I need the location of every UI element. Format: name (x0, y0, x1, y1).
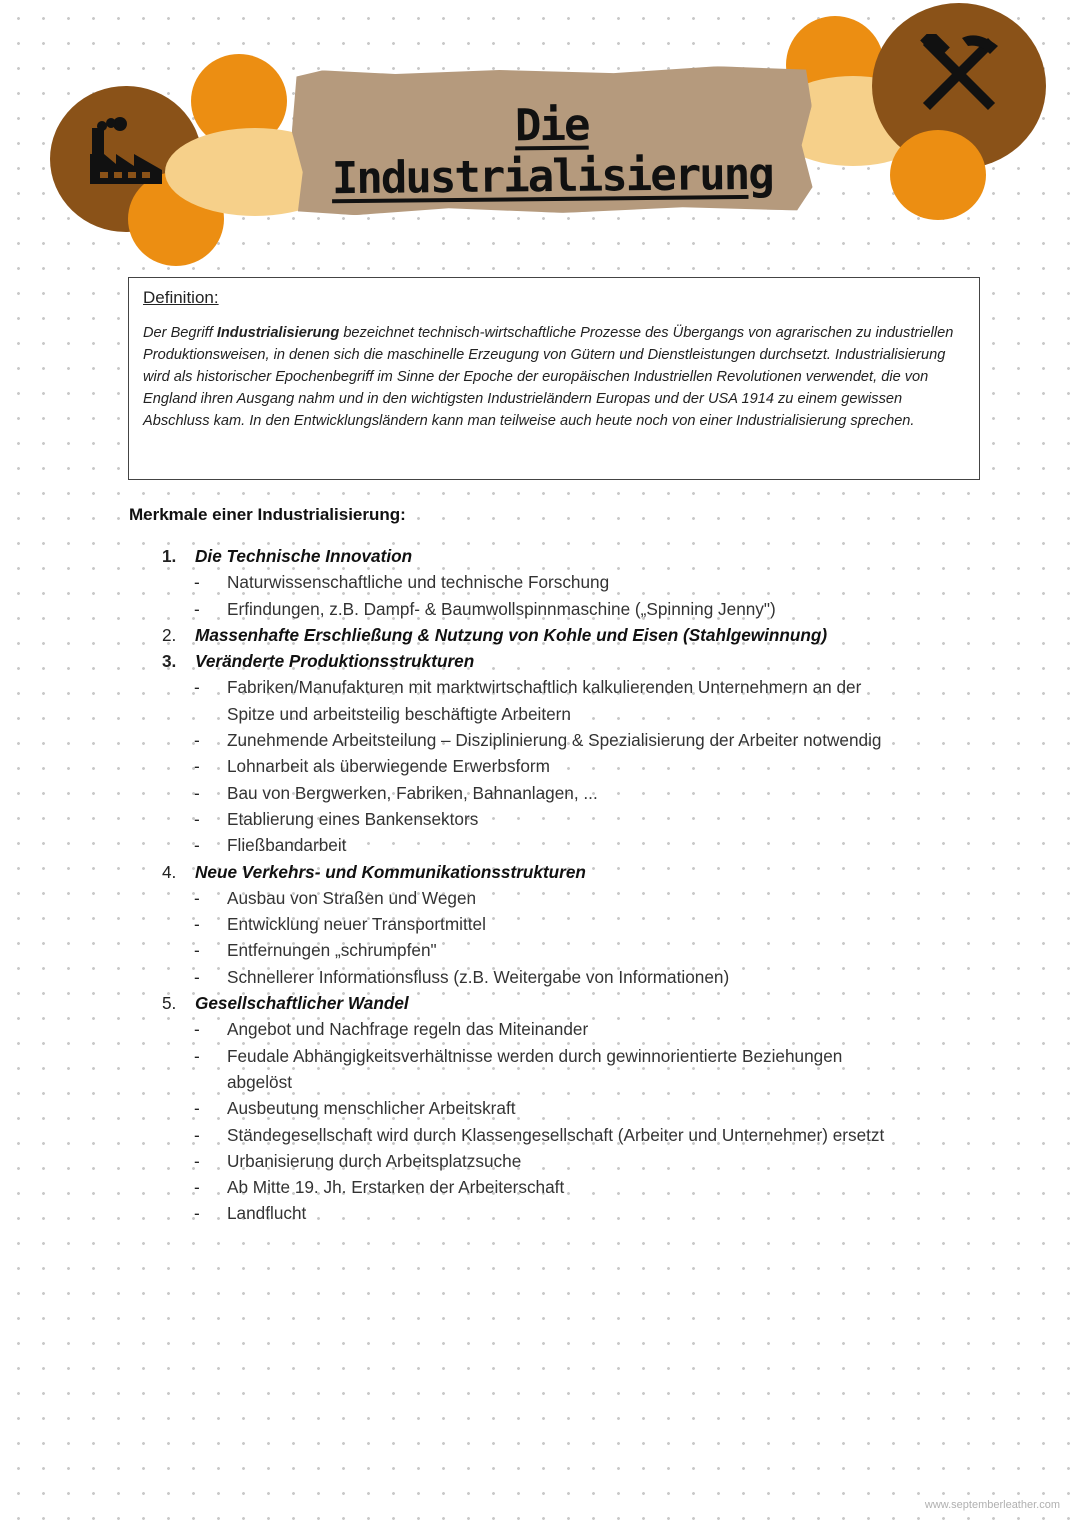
bullet-dash: - (194, 782, 200, 803)
feature-number: 4. (162, 861, 177, 882)
list-item-text: Spitze und arbeitsteilig beschäftigte Arbeitern (227, 703, 571, 724)
bullet-dash: - (194, 730, 200, 751)
feature-heading: Veränderte Produktionsstrukturen (195, 651, 475, 672)
list-item-text: Ausbau von Straßen und Wegen (227, 887, 477, 908)
list-item (160, 1148, 950, 1174)
list-item (160, 1200, 950, 1226)
list-item (160, 727, 950, 753)
bullet-dash: - (194, 1177, 200, 1198)
list-item (160, 1174, 950, 1200)
bullet-dash: - (194, 808, 200, 829)
list-item (160, 911, 950, 937)
list-item (160, 701, 950, 727)
list-item-text: Ständegesellschaft wird durch Klassengesellschaft (Arbeiter und Unternehmer) ersetzt (227, 1124, 885, 1145)
feature-heading: Die Technische Innovation (195, 546, 413, 566)
list-item-text: Etablierung eines Bankensektors (227, 808, 479, 829)
bullet-dash: - (194, 1124, 200, 1145)
list-item-text: Ausbeutung menschlicher Arbeitskraft (227, 1098, 516, 1119)
definition-label: Definition: (143, 288, 219, 307)
list-item-text: Lohnarbeit als überwiegende Erwerbsform (227, 756, 550, 777)
list-item (160, 832, 950, 858)
list-item (160, 1043, 950, 1069)
feature-number: 3. (162, 651, 177, 672)
list-item-text: abgelöst (227, 1071, 292, 1092)
bullet-dash: - (194, 677, 200, 698)
list-item-text: Erfindungen, z.B. Dampf- & Baumwollspinnmaschine („Spinning Jenny") (227, 598, 776, 619)
list-item (160, 937, 950, 963)
list-item (160, 1069, 950, 1095)
feature-number: 1. (162, 546, 177, 566)
features-list (160, 543, 950, 1227)
list-item-text: Angebot und Nachfrage regeln das Miteinander (227, 1019, 589, 1040)
list-item (160, 674, 950, 700)
definition-term: Industrialisierung (216, 325, 340, 341)
list-item (160, 1122, 950, 1148)
feature-heading-line (160, 543, 950, 569)
list-item-text: Schnellerer Informationsfluss (z.B. Weitergabe von Informationen) (227, 966, 730, 987)
header-banner (0, 0, 1080, 270)
bullet-dash: - (194, 966, 200, 987)
definition-box (128, 277, 980, 480)
list-item (160, 1095, 950, 1121)
list-item-text: Bau von Bergwerken, Fabriken, Bahnanlagen, ... (227, 782, 598, 803)
feature-heading: Gesellschaftlicher Wandel (195, 993, 409, 1014)
list-item-text: Entwicklung neuer Transportmittel (227, 914, 486, 935)
hammer-pick-icon (918, 34, 1000, 112)
list-item (160, 964, 950, 990)
feature-heading-line (160, 622, 950, 648)
page-title: Die Industrialisierung (331, 99, 773, 205)
feature-heading-line (160, 859, 950, 885)
list-item (160, 780, 950, 806)
bullet-dash: - (194, 1098, 200, 1119)
footer-watermark: www.septemberleather.com (924, 1499, 1060, 1511)
bullet-dash: - (194, 756, 200, 777)
bullet-dash: - (194, 835, 200, 856)
list-item (160, 1016, 950, 1042)
list-item-text: Urbanisierung durch Arbeitsplatzsuche (227, 1150, 522, 1171)
bullet-dash: - (194, 1019, 200, 1040)
bullet-dash: - (194, 940, 200, 961)
bullet-dash: - (194, 914, 200, 935)
features-title: Merkmale einer Industrialisierung: (129, 505, 406, 524)
feature-heading: Neue Verkehrs- und Kommunikationsstrukturen (195, 861, 586, 882)
list-item-text: Zunehmende Arbeitsteilung – Disziplinierung & Spezialisierung der Arbeiter notwendig (227, 730, 882, 751)
factory-icon (86, 114, 166, 186)
list-item-text: Feudale Abhängigkeitsverhältnisse werden durch gewinnorientierte Beziehungen (227, 1045, 843, 1066)
list-item-text: Fließbandarbeit (227, 835, 347, 856)
list-item-text: Fabriken/Manufakturen mit marktwirtschaftlich kalkulierenden Unternehmern an der (227, 677, 862, 698)
bullet-dash: - (194, 572, 200, 593)
right-orange-circle-bottom (890, 130, 986, 220)
list-item (160, 596, 950, 622)
bullet-dash: - (194, 1045, 200, 1066)
list-item-text: Ab Mitte 19. Jh. Erstarken der Arbeiterschaft (227, 1177, 565, 1198)
feature-heading-line (160, 648, 950, 674)
list-item (160, 753, 950, 779)
bullet-dash: - (194, 598, 200, 619)
bullet-dash: - (194, 887, 200, 908)
list-item (160, 569, 950, 595)
list-item-text: Entfernungen „schrumpfen" (227, 940, 437, 961)
list-item-text: Landflucht (227, 1203, 307, 1224)
feature-heading: Massenhafte Erschließung & Nutzung von Kohle und Eisen (Stahlgewinnung) (195, 624, 828, 645)
list-item (160, 885, 950, 911)
definition-text: Der Begriff Industrialisierung bezeichnet technisch-wirtschaftliche Prozesse des Übergangs von agrarischen zu industriellen Produktionsweisen, in denen sich die maschinelle Erzeugung von Gütern und Dienstleistungen durchsetzt. Industrialisierung wird als historischer Epochenbegriff im Sinne der Epoche der europäischen Industriellen Revolutionen verwendet, die von England ihren Ausgang nahm und in den wichtigsten Industrieländern Europas und der USA 1914 zu einem gewissen Abschluss kam. In den Entwicklungsländern kann man teilweise auch heute noch von einer Industrialisierung sprechen. (143, 325, 954, 429)
bullet-dash: - (194, 1203, 200, 1224)
list-item (160, 806, 950, 832)
bullet-dash: - (194, 1150, 200, 1171)
feature-number: 5. (162, 993, 177, 1014)
feature-heading-line (160, 990, 950, 1016)
list-item-text: Naturwissenschaftliche und technische Forschung (227, 572, 610, 593)
feature-number: 2. (162, 624, 177, 645)
